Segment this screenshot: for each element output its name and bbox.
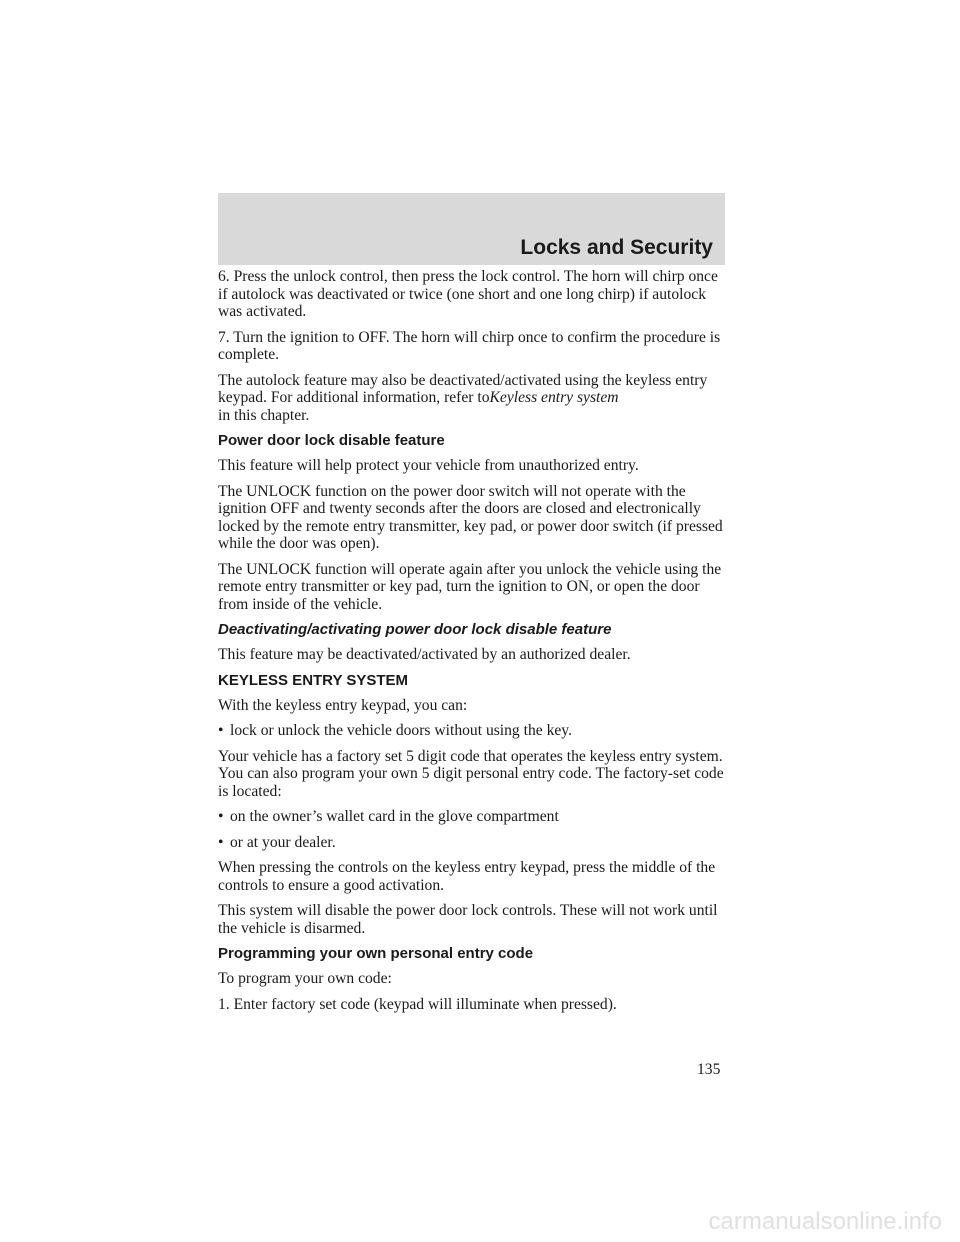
paragraph: [218, 372, 728, 425]
paragraph-text: The autolock feature may also be deactivated/activated using the keyless entry keypad. For additional information, refer to: [218, 371, 708, 406]
bullet-icon: •: [218, 833, 224, 851]
paragraph: Your vehicle has a factory set 5 digit code that operates the keyless entry system. You can also program your own 5 digit personal entry code. The factory-set code is located:: [218, 747, 724, 800]
section-title: Locks and Security: [520, 236, 713, 259]
cross-reference: Keyless entry system: [489, 389, 619, 406]
bullet-icon: •: [218, 808, 224, 825]
list-item: [218, 808, 728, 826]
list-item-text: or at your dealer.: [230, 833, 336, 851]
list-item-text: on the owner’s wallet card in the glove compartment: [230, 808, 559, 825]
paragraph: With the keyless entry keypad, you can:: [218, 696, 468, 714]
section-heading: Power door lock disable feature: [218, 432, 445, 449]
list-item: [218, 834, 728, 852]
paragraph: 1. Enter factory set code (keypad will illuminate when pressed).: [218, 995, 617, 1013]
subsection-heading: Deactivating/activating power door lock disable feature: [218, 621, 612, 638]
paragraph: This feature will help protect your vehicle from unauthorized entry.: [218, 457, 639, 474]
paragraph: When pressing the controls on the keyless entry keypad, press the middle of the controls to ensure a good activation.: [218, 859, 716, 894]
paragraph: 7. Turn the ignition to OFF. The horn will chirp once to confirm the procedure is complete.: [218, 328, 721, 363]
page-number: 135: [697, 1061, 721, 1078]
section-heading: Programming your own personal entry code: [218, 945, 534, 962]
paragraph: This system will disable the power door lock controls. These will not work until the vehicle is disarmed.: [218, 902, 718, 937]
watermark: carmanualsonline.info: [708, 1208, 942, 1235]
paragraph: 6. Press the unlock control, then press the lock control. The horn will chirp once if autolock was deactivated or twice (one short and one long chirp) if autolock was activated.: [218, 268, 718, 320]
paragraph: The UNLOCK function on the power door switch will not operate with the ignition OFF and twenty seconds after the doors are closed and electronically locked by the remote entry transmitter, key pad, or power door switch (if pressed while the door was open).: [218, 482, 723, 552]
bullet-icon: •: [218, 722, 224, 739]
paragraph-text: in this chapter.: [218, 406, 310, 424]
paragraph: To program your own code:: [218, 970, 392, 987]
section-heading: KEYLESS ENTRY SYSTEM: [218, 671, 409, 689]
paragraph: This feature may be deactivated/activated by an authorized dealer.: [218, 646, 631, 663]
list-item-text: lock or unlock the vehicle doors without using the key.: [230, 722, 572, 739]
list-item: [218, 722, 728, 740]
section-header: [218, 193, 725, 265]
paragraph: The UNLOCK function will operate again after you unlock the vehicle using the remote entry transmitter or key pad, turn the ignition to ON, or open the door from inside of the vehicle.: [218, 560, 722, 613]
page-body: [218, 268, 728, 1021]
